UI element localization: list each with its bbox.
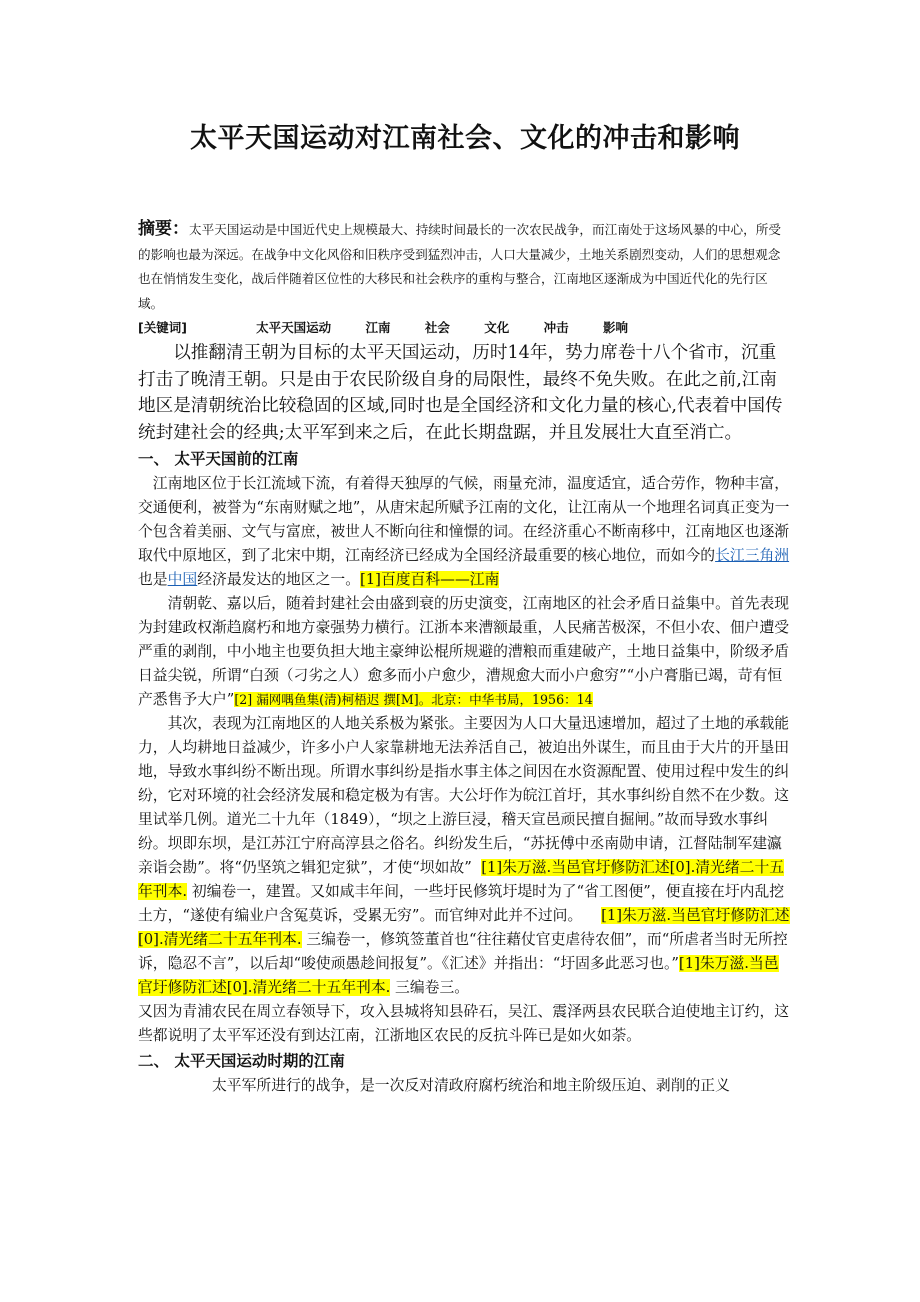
keyword: 冲击 xyxy=(543,320,569,335)
paragraph: 江南地区位于长江流域下流，有着得天独厚的气候，雨量充沛，温度适宜，适合劳作，物种丰富，交通便利，被誉为“东南财赋之地”，从唐宋起所赋予江南的文化，让江南从一个地理名词真正变为一个包含着美丽、文气与富庶，被世人不断向往和憧憬的词。在经济重心不断南移中，江南地区也逐渐取代中原地区，到了北宋中期，江南经济已经成为全国经济最重要的核心地位，而如今的长江三角洲也是中国经济最发达的地区之一。[1]百度百科——江南 xyxy=(138,475,790,588)
footnote-ref: [1]朱万滋.当邑官圩修防汇述[0].清光绪二十五年刊本. xyxy=(138,907,790,948)
abstract-text: 太平天国运动是中国近代史上规模最大、持续时间最长的一次农民战争，而江南处于这场风暴的中心，所受的影响也最为深远。在战争中文化风俗和旧秩序受到猛烈冲击，人口大量减少，土地关系剧烈变动，人们的思想观念也在悄悄发生变化，战后伴随着区位性的大移民和社会秩序的重构与整合，江南地区逐渐成为中国近代化的先行区域。 xyxy=(138,222,781,311)
keyword: 社会 xyxy=(424,320,450,335)
keywords-line xyxy=(138,316,792,340)
keyword: 文化 xyxy=(484,320,510,335)
paragraph: 又因为青浦农民在周立春领导下，攻入县城将知县砕石，吴江、震泽两县农民联合迫使地主订约，这些都说明了太平军还没有到达江南，江浙地区农民的反抗斗阵已是如火如荼。 xyxy=(138,1003,790,1044)
keywords-label: [关键词] xyxy=(138,320,187,335)
section-heading-1: 一、 太平天国前的江南 xyxy=(138,450,299,468)
paragraph: 清朝乾、嘉以后，随着封建社会由盛到衰的历史演变，江南地区的社会矛盾日益集中。首先表现为封建政权渐趋腐朽和地方豪强势力横行。江浙本来漕额最重，人民痛苦极深，不但小农、佃户遭受严重的剥削，中小地主也要负担大地主豪绅讼棍所规避的漕粮而重建破产，土地日益集中，阶级矛盾日益尖锐，所谓“白颈（刁劣之人）愈多而小户愈少，漕规愈大而小户愈穷”“小户膏脂已竭，苛有恒产悉售予大户”[2] 漏网喁鱼集(清)柯梧迟 撰[M]。北京：中华书局，1956：14 xyxy=(138,595,790,708)
link-china[interactable]: 中国 xyxy=(167,571,198,588)
section-2-body xyxy=(138,1074,792,1098)
page-title: 太平天国运动对江南社会、文化的冲击和影响 xyxy=(190,123,740,154)
paragraph: 其次，表现为江南地区的人地关系极为紧张。主要因为人口大量迅速增加，超过了土地的承载能力，人均耕地日益减少，许多小户人家靠耕地无法养活自己，被迫出外谋生，而且由于大片的开垦田地，导致水事纠纷不断出现。所谓水事纠纷是指水事主体之间因在水资源配置、使用过程中发生的纠纷，它对环境的社会经济发展和稳定极为有害。大公圩作为皖江首圩，其水事纠纷自然不在少数。这里试举几例。道光二十九年（1849），“坝之上游巨浸，稽天宣邑顽民擅自掘闸。”故而导致水事纠纷。坝即东坝，是江苏江宁府高淳县之俗名。纠纷发生后，“苏抚傅中丞南勋申请，江督陆制军建瀛亲诣会勘”。将“仍坚筑之辑犯定狱”，才使“坝如故” [1]朱万滋.当邑官圩修防汇述[0].清光绪二十五年刊本. 初编卷一，建置。又如咸丰年间，一些圩民修筑圩堤时为了“省工图便”，便直接在圩内乱挖土方，“遂使有编业户含冤莫诉，受累无穷”。而官绅对此并不过问。 [1]朱万滋.当邑官圩修防汇述[0].清光绪二十五年刊本. 三编卷一，修筑签董首也“往往藉仗官吏虐待农佃”，而“所虐者当时无所控诉，隐忍不言”，以后却“唆使顽愚趁间报复”。《汇述》并指出：“圩固多此恶习也。”[1]朱万滋.当邑官圩修防汇述[0].清光绪二十五年刊本. 三编卷三。 xyxy=(138,715,790,996)
keyword: 影响 xyxy=(603,320,629,335)
abstract xyxy=(138,217,792,316)
footnote-ref: [1]百度百科——江南 xyxy=(360,571,500,588)
footnote-ref: [1]朱万滋.当邑官圩修防汇述[0].清光绪二十五年刊本. xyxy=(138,859,785,900)
section-1-body xyxy=(138,472,792,1048)
keyword: 江南 xyxy=(365,320,391,335)
link-yangtze-delta[interactable]: 长江三角洲 xyxy=(715,547,790,564)
footnote-ref: [2] 漏网喁鱼集(清)柯梧迟 撰[M]。北京：中华书局，1956：14 xyxy=(234,692,593,707)
intro-paragraph: 以推翻清王朝为目标的太平天国运动，历时14年，势力席卷十八个省市，沉重打击了晚清王朝。只是由于农民阶级自身的局限性，最终不免失败。在此之前,江南地区是清朝统治比较稳固的区域,同时也是全国经济和文化力量的核心,代表着中国传统封建社会的经典;太平军到来之后，在此长期盘踞，并且发展壮大直至消亡。 xyxy=(138,343,783,443)
section-heading-2: 二、 太平天国运动时期的江南 xyxy=(138,1052,345,1070)
abstract-label: 摘要： xyxy=(138,219,189,239)
footnote-ref: [1]朱万滋.当邑官圩修防汇述[0].清光绪二十五年刊本. xyxy=(138,955,779,996)
keyword: 太平天国运动 xyxy=(256,320,332,335)
paragraph: 太平军所进行的战争，是一次反对清政府腐朽统治和地主阶级压迫、剥削的正义 xyxy=(212,1077,730,1094)
